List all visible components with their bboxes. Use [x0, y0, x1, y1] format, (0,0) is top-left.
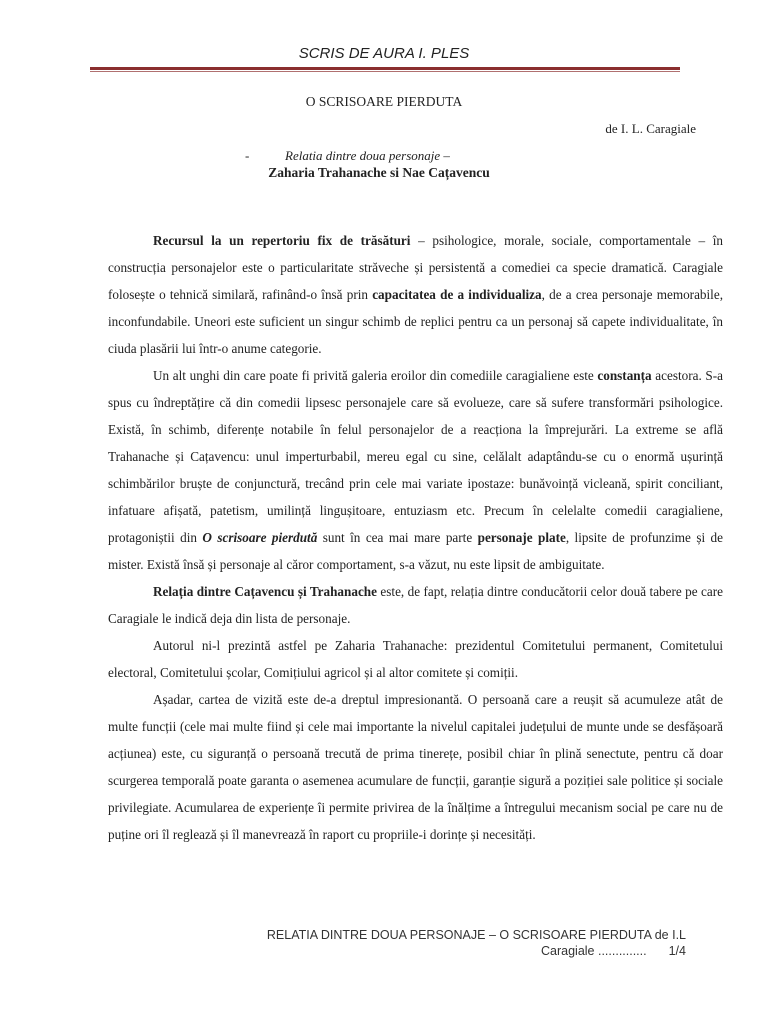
paragraph-2 — [108, 362, 723, 578]
paragraph-text: , lipsite de profunzime și de mister. Există însă și personaje al căror comportament, s-a văzut, nu este lipsit de ambiguitate. — [108, 530, 723, 572]
paragraph-text: Așadar, cartea de vizită este de-a dreptul impresionantă. O persoană care a reușit să acumuleze atât de multe funcții (cele mai multe fiind și cele mai importante la nivelul capitalei județului de munte unde se desfășoară acțiunea) este, cu siguranță o persoană trecută de prima tinerețe, posibil chiar în plină senectute, pentru că doar scurgerea temporală poate garanta o asemenea acumulare de funcții, garanție sigură a poziției sale politice și sociale privilegiate. Acumularea de experiențe îi permite privirea de la înălțime a întregului mecanism social pe care nu de puține ori îl reglează și îl manevrează în raport cu propriile-i dorințe și necesități. — [108, 692, 723, 842]
paragraph-5 — [108, 686, 723, 848]
bold-text: Relația dintre Cațavencu și Trahanache — [153, 584, 377, 599]
bold-text: personaje plate — [477, 530, 566, 545]
paragraph-4 — [108, 632, 723, 686]
footer-author: Caragiale .............. — [541, 944, 647, 958]
document-author: de I. L. Caragiale — [605, 121, 696, 136]
page-header: SCRIS DE AURA I. PLES — [298, 45, 470, 62]
paragraph-text: – psihologice, morale, sociale, comportamentale – în construcția personajelor este o particularitate străveche și persistentă a comediei ca specie dramatică. Caragiale folosește o tehnică similară, rafinând-o însă prin — [108, 233, 723, 302]
paragraph-text: Un alt unghi din care poate fi privită galeria eroilor din comediile caragialiene este — [153, 368, 598, 383]
paragraph-text: este, de fapt, relația dintre conducătorii celor două tabere pe care Caragiale le indică deja din lista de personaje. — [108, 584, 724, 626]
paragraph-text: , de a crea personaje memorabile, inconfundabile. Uneori este suficient un singur schimb de replici pentru ca un personaj să capete individualitate, în ciuda plasării lui într-o anume categorie. — [108, 287, 724, 356]
footer-title: RELATIA DINTRE DOUA PERSONAJE – O SCRISOARE PIERDUTA de I.L — [266, 928, 686, 942]
bold-text: Recursul la un repertoriu fix de trăsături — [153, 233, 411, 248]
header-rule — [90, 67, 680, 70]
subtitle-bold: Zaharia Trahanache si Nae Cațavencu — [268, 165, 490, 180]
paragraph-text: sunt în cea mai mare parte — [317, 530, 478, 545]
subtitle-italic: Relatia dintre doua personaje – — [285, 148, 450, 163]
paragraph-text: acestora. S-a spus cu îndreptățire că din comedii lipsesc personajele care să evolueze, care să sufere transformări psihologice. Există, în schimb, diferențe notabile în felul personajelor de a reacționa la împrejurări. La extreme se află Trahanache și Cațavencu: unul imperturbabil, mereu egal cu sine, celălalt adaptându-se cu o enormă ușurință schimbărilor bruște de conjunctură, trecând prin cele mai variate ipostaze: bunăvoință vicleană, spirit conciliant, infatuare afișată, patetism, umilință lingușitoare, entuziasm etc. Precum în celelalte comedii caragialiene, protagoniștii din — [108, 368, 723, 545]
paragraph-text: Autorul ni-l prezintă astfel pe Zaharia Trahanache: prezidentul Comitetului permanent, Comitetului electoral, Comitetului școlar, Comițiului agricol și al altor comitete și comiții. — [108, 638, 723, 680]
paragraph-1 — [108, 227, 723, 362]
bold-text: capacitatea de a individualiza — [372, 287, 542, 302]
header-rule-thin — [90, 71, 680, 72]
page-number: 1/4 — [668, 944, 686, 958]
document-body — [108, 227, 723, 848]
subtitle-line — [245, 148, 450, 164]
bold-italic-text: O scrisoare pierdută — [202, 530, 318, 545]
paragraph-3 — [108, 578, 723, 632]
document-title: O SCRISOARE PIERDUTA — [305, 94, 463, 109]
page-footer — [200, 927, 686, 959]
footer-line-2 — [537, 944, 686, 958]
subtitle-dash: - — [245, 148, 250, 163]
bold-text: constanța — [597, 368, 652, 383]
